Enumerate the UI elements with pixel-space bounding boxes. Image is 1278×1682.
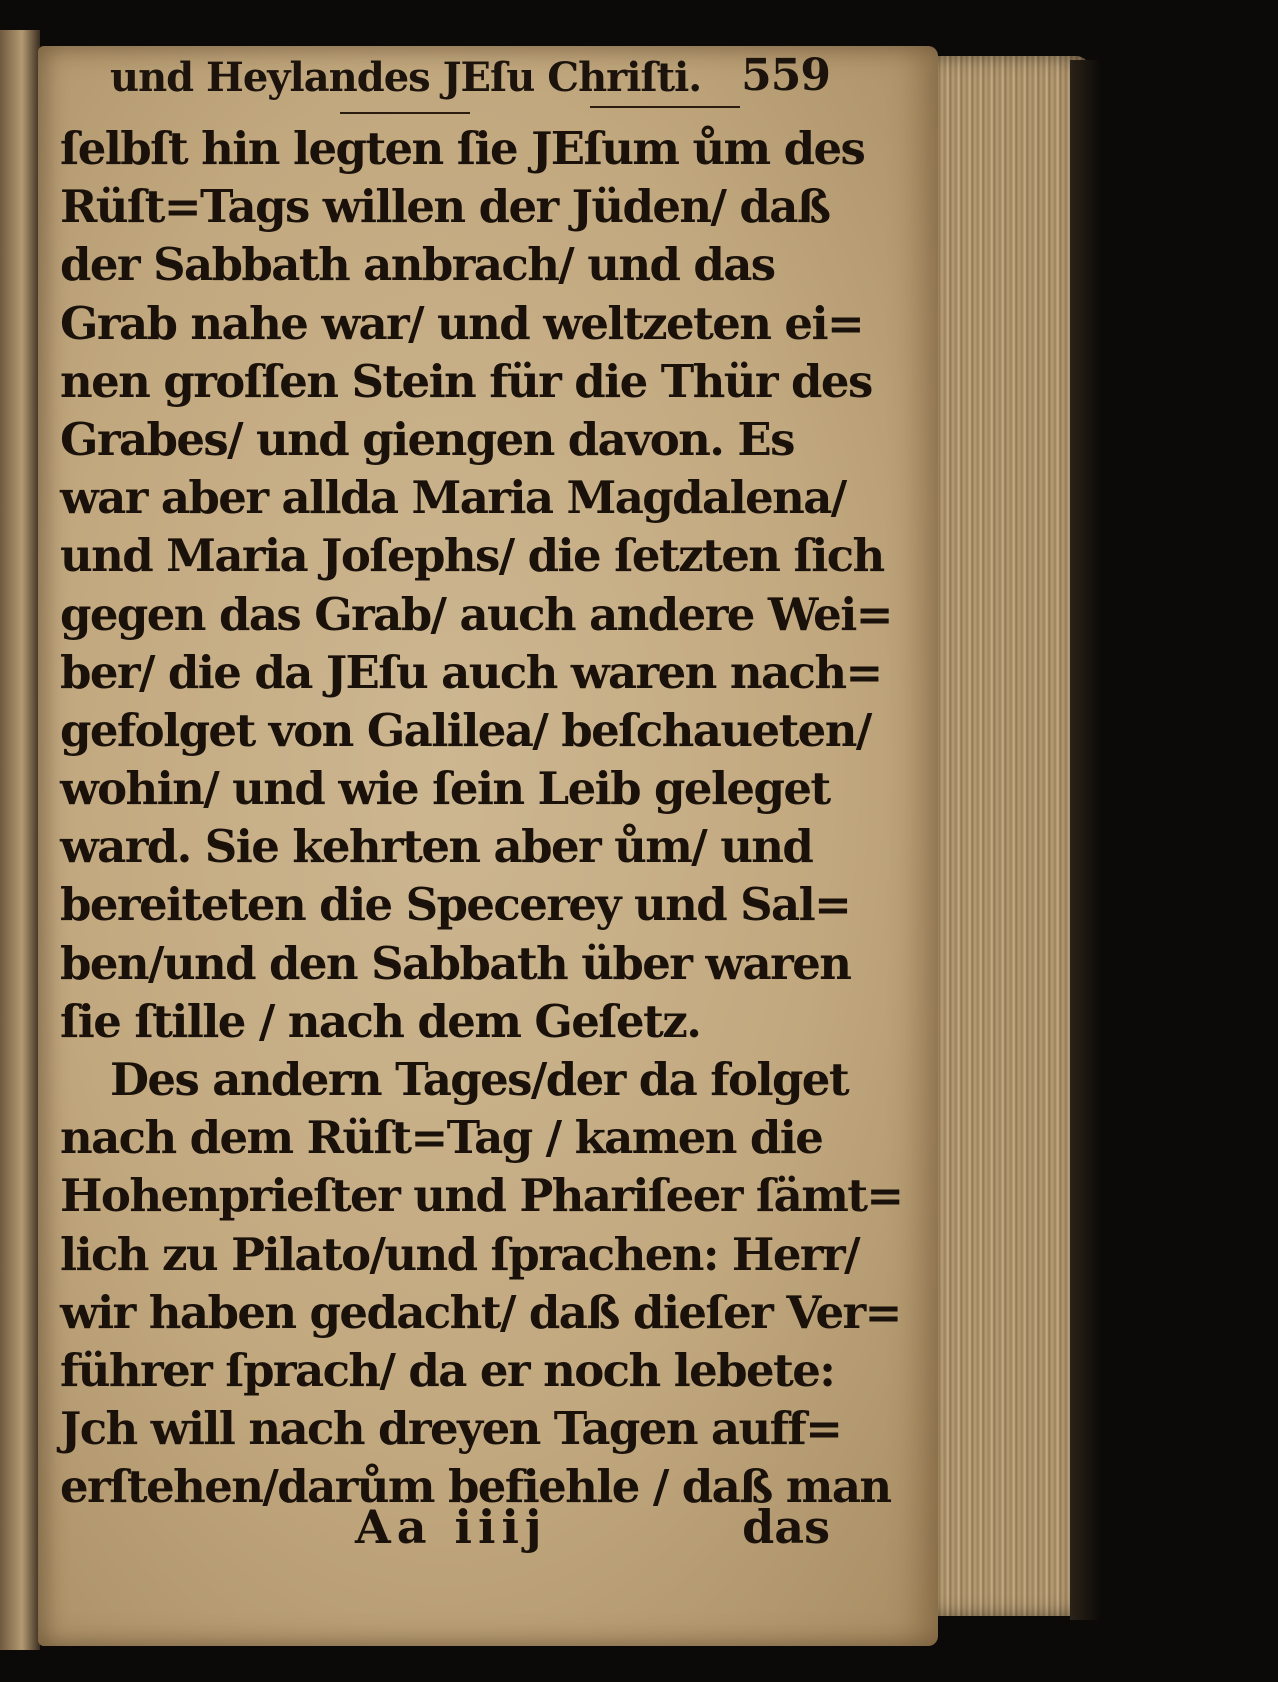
running-header: [110, 50, 830, 110]
text-line: nach dem Rüſt=Tag / kamen die: [60, 1111, 823, 1165]
text-line: führer ſprach/ da er noch lebete:: [60, 1343, 835, 1397]
body-text: [60, 120, 903, 1517]
header-rule: [340, 112, 470, 114]
text-line: Hohenprieſter und Phariſeer ſämt=: [60, 1169, 903, 1223]
text-line: war aber allda Maria Magdalena/: [60, 471, 846, 525]
text-line: der Sabbath anbrach/ und das: [60, 238, 775, 292]
text-line: erſtehen/darům befiehle / daß man: [60, 1460, 891, 1514]
text-line: ſelbſt hin legten ſie JEſum ům des: [60, 122, 865, 175]
signature-mark: Aa iiij: [355, 1500, 548, 1554]
text-line: Grab nahe war/ und weltzeten ei=: [60, 296, 864, 350]
text-line: ſie ſtille / nach dem Geſetz.: [60, 994, 701, 1048]
header-rule: [590, 106, 740, 108]
text-line: bereiteten die Specerey und Sal=: [60, 878, 851, 932]
text-line: gefolget von Galilea/ beſchaueten/: [60, 703, 871, 757]
text-line: gegen das Grab/ auch andere Wei=: [60, 587, 892, 641]
text-line: Jch will nach dreyen Tagen auff=: [60, 1402, 842, 1456]
text-line: wohin/ und wie ſein Leib geleget: [60, 762, 830, 816]
text-line: Grabes/ und giengen davon. Es: [60, 412, 794, 466]
text-line: ward. Sie kehrten aber ům/ und: [60, 820, 813, 874]
page-number: 559: [741, 50, 830, 101]
left-page-edge: [0, 30, 40, 1650]
text-line: Rüſt=Tags willen der Jüden/ daß: [60, 180, 830, 234]
text-line: und Maria Joſephs/ die ſetzten ſich: [60, 529, 884, 583]
book-cover-edge: [1070, 60, 1100, 1620]
text-line: wir haben gedacht/ daß dieſer Ver=: [60, 1285, 901, 1339]
text-line: ber/ die da JEſu auch waren nach=: [60, 645, 882, 699]
catchword: das: [742, 1500, 830, 1554]
paragraph-start-line: Des andern Tages/der da folget: [110, 1053, 849, 1106]
page-footer: [60, 1500, 830, 1570]
text-line: lich zu Pilato/und ſprachen: Herr/: [60, 1227, 859, 1281]
page-stack-edge: [920, 56, 1090, 1616]
text-line: ben/und den Sabbath über waren: [60, 936, 851, 990]
text-line: nen groſſen Stein für die Thür des: [60, 354, 872, 408]
running-title: und Heylandes JEſu Chriſti.: [110, 54, 702, 101]
